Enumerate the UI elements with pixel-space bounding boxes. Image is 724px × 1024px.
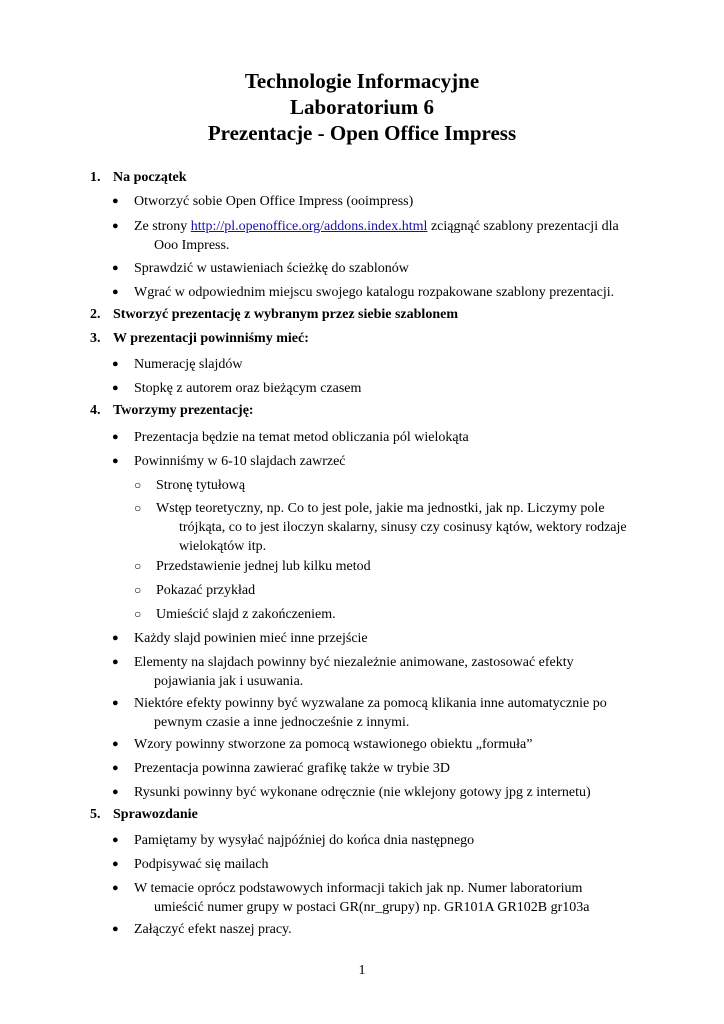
section-title: W prezentacji powinniśmy mieć:: [113, 331, 309, 346]
section-heading: [90, 807, 198, 823]
section-number: 3.: [90, 331, 101, 346]
list-item: ● Stopkę z autorem oraz bieżącym czasem: [112, 381, 362, 396]
sub-list-item: ○ Wstęp teoretyczny, np. Co to jest pole, jakie ma jednostki, jak np. Liczymy pole trójkąta, co to jest iloczyn skalarny, sinusy czy cosinusy kątów, wektory rodzaje wielokątów itp.: [134, 501, 627, 554]
bullet-icon: ●: [112, 455, 119, 467]
list-item: ● Załączyć efekt naszej pracy.: [112, 922, 292, 937]
sub-list-item: ○ Umieścić slajd z zakończeniem.: [134, 607, 336, 622]
list-item: ● Otworzyć sobie Open Office Impress (ooimpress): [112, 194, 414, 209]
section-title: Tworzymy prezentację:: [113, 403, 254, 418]
sub-list-item: ○ Stronę tytułową: [134, 478, 246, 493]
list-item: ● Każdy slajd powinien mieć inne przejście: [112, 631, 368, 646]
openoffice-addons-link[interactable]: http://pl.openoffice.org/addons.index.html: [190, 219, 428, 234]
section-title: Na początek: [113, 170, 187, 185]
list-item: ● Podpisywać się mailach: [112, 857, 269, 872]
bullet-icon: ●: [112, 195, 119, 207]
list-item: ● Pamiętamy by wysyłać najpóźniej do końca dnia następnego: [112, 833, 475, 848]
list-item: ● Prezentacja powinna zawierać grafikę także w trybie 3D: [112, 761, 451, 776]
list-item: ● Wzory powinny stworzone za pomocą wstawionego obiektu „formuła”: [112, 737, 533, 752]
page-number: 1: [358, 963, 366, 978]
list-item: ● Rysunki powinny być wykonane odręcznie (nie wklejony gotowy jpg z internetu): [112, 785, 591, 800]
list-item: ● Niektóre efekty powinny być wyzwalane za pomocą klikania inne automatycznie po pewnym czasie a inne jednocześnie z innymi.: [112, 696, 607, 730]
bullet-icon: ●: [112, 858, 119, 870]
list-item: ● Ze strony http://pl.openoffice.org/addons.index.html zciągnąć szablony prezentacji dla Ooo Impress.: [112, 219, 619, 253]
sub-list-item: ○ Przedstawienie jednej lub kilku metod: [134, 559, 371, 574]
bullet-icon: ●: [112, 220, 119, 232]
section-title: Stworzyć prezentację z wybranym przez siebie szablonem: [113, 307, 458, 322]
section-number: 5.: [90, 807, 101, 822]
bullet-icon: ●: [112, 834, 119, 846]
bullet-icon: ●: [112, 882, 119, 894]
section-heading: [90, 170, 187, 186]
sub-list-item: ○ Pokazać przykład: [134, 583, 256, 598]
hollow-bullet-icon: ○: [134, 478, 142, 492]
bullet-icon: ●: [112, 697, 119, 709]
list-item: ● Numerację slajdów: [112, 357, 243, 372]
title-line: Laboratorium 6: [289, 95, 435, 119]
hollow-bullet-icon: ○: [134, 559, 142, 573]
document-title: [0, 68, 724, 146]
section-title: Sprawozdanie: [113, 807, 198, 822]
title-line: Technologie Informacyjne: [244, 69, 480, 93]
bullet-icon: ●: [112, 286, 119, 298]
section-heading: [90, 331, 309, 347]
list-item: ● Powinniśmy w 6-10 slajdach zawrzeć: [112, 454, 346, 469]
bullet-icon: ●: [112, 382, 119, 394]
bullet-icon: ●: [112, 762, 119, 774]
bullet-icon: ●: [112, 358, 119, 370]
bullet-icon: ●: [112, 786, 119, 798]
list-item: ● Elementy na slajdach powinny być niezależnie animowane, zastosować efekty pojawiania jak i usuwania.: [112, 655, 574, 689]
section-number: 4.: [90, 403, 101, 418]
section-heading: [90, 307, 458, 323]
bullet-icon: ●: [112, 431, 119, 443]
list-item: ● Wgrać w odpowiednim miejscu swojego katalogu rozpakowane szablony prezentacji.: [112, 285, 615, 300]
title-line: Prezentacje - Open Office Impress: [207, 121, 517, 145]
section-number: 2.: [90, 307, 101, 322]
bullet-icon: ●: [112, 923, 119, 935]
bullet-icon: ●: [112, 738, 119, 750]
section-heading: [90, 403, 254, 419]
list-item: ● W temacie oprócz podstawowych informacji takich jak np. Numer laboratorium umieścić numer grupy w postaci GR(nr_grupy) np. GR101A GR102B gr103a: [112, 881, 590, 915]
bullet-icon: ●: [112, 632, 119, 644]
section-number: 1.: [90, 170, 101, 185]
bullet-icon: ●: [112, 656, 119, 668]
bullet-icon: ●: [112, 262, 119, 274]
hollow-bullet-icon: ○: [134, 501, 142, 515]
list-item: ● Prezentacja będzie na temat metod obliczania pól wielokąta: [112, 430, 469, 445]
hollow-bullet-icon: ○: [134, 583, 142, 597]
hollow-bullet-icon: ○: [134, 607, 142, 621]
list-item: ● Sprawdzić w ustawieniach ścieżkę do szablonów: [112, 261, 409, 276]
